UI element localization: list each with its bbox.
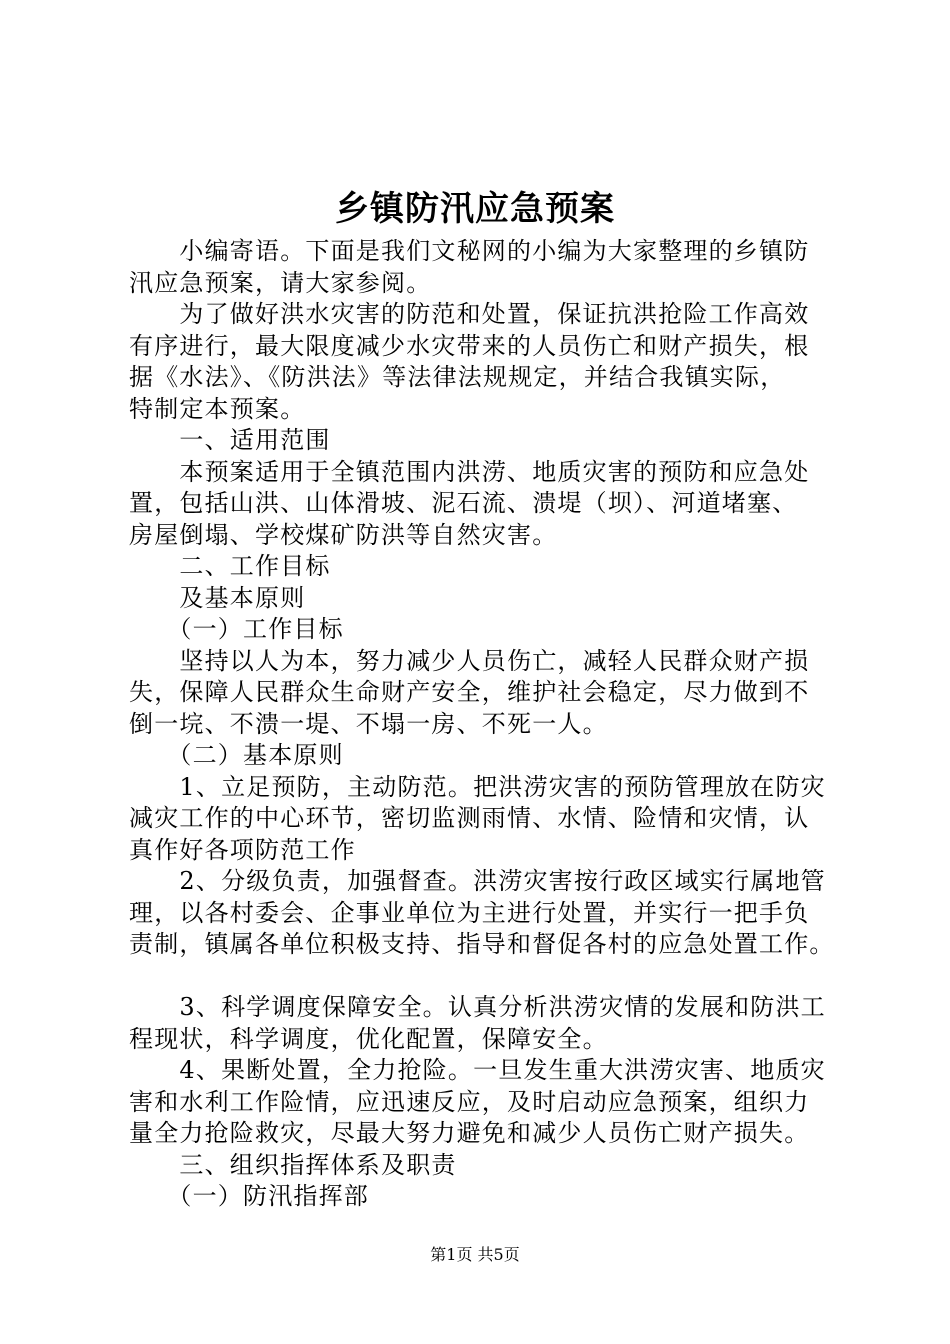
- body-line: 三、组织指挥体系及职责: [129, 1150, 457, 1179]
- body-line: 2、分级负责，加强督查。洪涝灾害按行政区域实行属地管: [129, 867, 826, 895]
- body-line: 及基本原则: [129, 583, 306, 612]
- body-line: （一）防汛指挥部: [129, 1182, 369, 1210]
- body-line: 坚持以人为本，努力减少人员伤亡，减轻人民群众财产损: [129, 646, 810, 675]
- body-line: 失，保障人民群众生命财产安全，维护社会稳定，尽力做到不: [129, 678, 810, 706]
- body-line: 汛应急预案，请大家参阅。: [129, 268, 432, 297]
- body-line: 4、果断处置，全力抢险。一旦发生重大洪涝灾害、地质灾: [129, 1056, 826, 1084]
- body-line: 一、适用范围: [129, 426, 331, 454]
- page-footer: 第1页 共5页: [430, 1245, 520, 1264]
- body-line: 小编寄语。下面是我们文秘网的小编为大家整理的乡镇防: [129, 237, 810, 265]
- body-line: 据《水法》、《防洪法》等法律法规规定，并结合我镇实际，: [129, 363, 786, 391]
- body-line: 特制定本预案。: [129, 394, 306, 423]
- document-body: [129, 236, 844, 1213]
- body-line: 真作好各项防范工作: [129, 835, 356, 864]
- body-line: 倒一垸、不溃一堤、不塌一房、不死一人。: [129, 709, 608, 738]
- body-line: 置，包括山洪、山体滑坡、泥石流、溃堤（坝）、河道堵塞、: [129, 489, 798, 517]
- body-line: 理，以各村委会、企事业单位为主进行处置，并实行一把手负: [129, 898, 810, 927]
- body-line: 量全力抢险救灾，尽最大努力避免和减少人员伤亡财产损失。: [129, 1119, 810, 1147]
- body-line: [129, 961, 844, 993]
- body-line: 害和水利工作险情，应迅速反应，及时启动应急预案，组织力: [129, 1087, 810, 1116]
- body-line: 二、工作目标: [129, 552, 331, 580]
- body-line: 房屋倒塌、学校煤矿防洪等自然灾害。: [129, 520, 558, 549]
- body-line: （一）工作目标: [129, 615, 344, 643]
- document-title: 乡镇防汛应急预案: [335, 189, 615, 229]
- body-line: 有序进行，最大限度减少水灾带来的人员伤亡和财产损失，根: [129, 331, 810, 360]
- body-line: 责制，镇属各单位积极支持、指导和督促各村的应急处置工作。: [129, 930, 835, 958]
- body-line: 本预案适用于全镇范围内洪涝、地质灾害的预防和应急处: [129, 457, 810, 486]
- body-line: 3、科学调度保障安全。认真分析洪涝灾情的发展和防洪工: [129, 993, 826, 1021]
- body-line: 1、立足预防，主动防范。把洪涝灾害的预防管理放在防灾: [129, 772, 826, 801]
- body-line: 为了做好洪水灾害的防范和处置，保证抗洪抢险工作高效: [129, 300, 810, 328]
- body-line: 减灾工作的中心环节，密切监测雨情、水情、险情和灾情，认: [129, 804, 810, 832]
- body-line: （二）基本原则: [129, 741, 344, 769]
- body-line: 程现状，科学调度，优化配置，保障安全。: [129, 1024, 608, 1053]
